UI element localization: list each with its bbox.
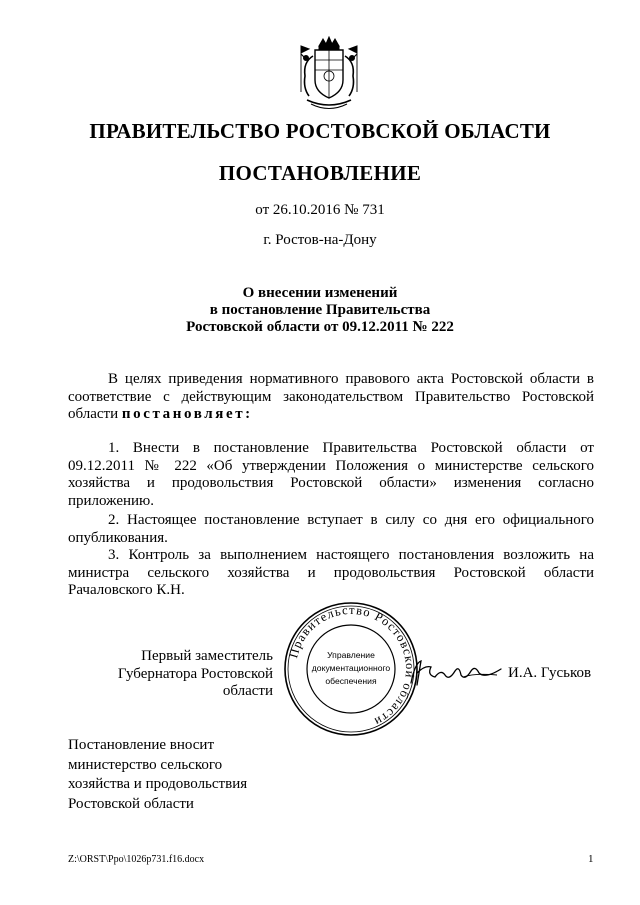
note-line: хозяйства и продовольствия: [68, 776, 248, 792]
document-type: ПОСТАНОВЛЕНИЕ: [218, 161, 422, 185]
item-2-paragraph: 2. Настоящее постановление вступает в силу со дня его официального опубликования.: [68, 512, 594, 546]
seal-center-line: обеспечения: [325, 676, 377, 686]
city: г. Ростов-на-Дону: [263, 232, 377, 248]
subject-line: в постановление Правительства: [209, 302, 431, 318]
submission-note: [68, 736, 368, 814]
coat-of-arms-icon: [293, 36, 365, 114]
position-line: Первый заместитель: [141, 648, 273, 664]
subject-line: Ростовской области от 09.12.2011 № 222: [186, 319, 454, 335]
signatory-name: И.А. Гуськов: [508, 665, 592, 681]
position-line: Губернатора Ростовской области: [117, 665, 273, 699]
document-subject: [0, 285, 640, 336]
file-path: Z:\ORST\Ppo\1026p731.f16.docx: [68, 854, 205, 865]
seal-ring-text: Правительство Ростовской области: [286, 602, 418, 730]
note-line: Постановление вносит: [68, 737, 215, 753]
subject-line: О внесении изменений: [242, 285, 398, 301]
official-seal: [282, 600, 420, 738]
organization-title: ПРАВИТЕЛЬСТВО РОСТОВСКОЙ ОБЛАСТИ: [89, 119, 551, 143]
date-number: от 26.10.2016 № 731: [255, 202, 385, 218]
signatory-position: [68, 648, 273, 701]
preamble-paragraph: [68, 371, 594, 424]
note-line: Ростовской области: [68, 795, 194, 812]
seal-center-line: документационного: [311, 663, 391, 673]
seal-center-line: Управление: [327, 650, 375, 660]
note-line: министерство сельского: [68, 756, 223, 773]
page-number: 1: [588, 853, 594, 865]
preamble-keyword: постановляет:: [121, 406, 253, 422]
item-1-paragraph: 1. Внести в постановление Правительства Ростовской области от 09.12.2011 № 222 «Об утверждении Положения о министерстве сельского хозяйства и продовольствия Ростовской области» изменения согласно приложению.: [68, 440, 594, 509]
item-3-paragraph: 3. Контроль за выполнением настоящего постановления возложить на министра сельского хозяйства и продовольствия Ростовской области Рачаловского К.Н.: [68, 547, 594, 598]
preamble-text: В целях приведения нормативного правового акта Ростовской области в соответствие с действующим законодательством Правительство Ростовской области: [68, 371, 594, 422]
handwritten-signature: [405, 655, 505, 689]
